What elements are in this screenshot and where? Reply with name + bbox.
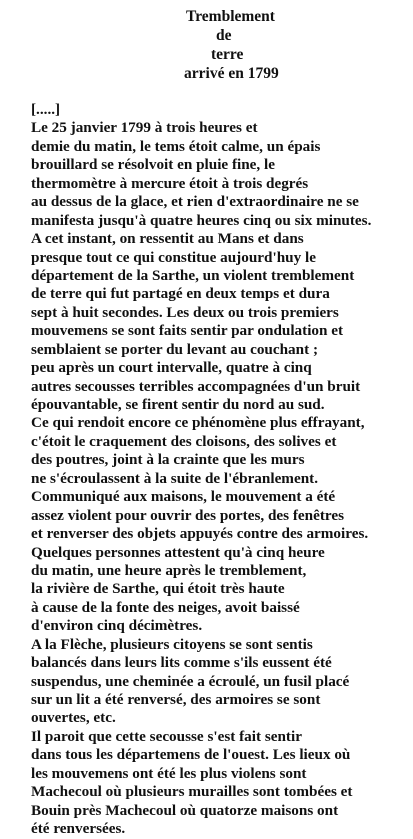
body-line: assez violent pour ouvrir des portes, des fenêtres xyxy=(31,506,345,524)
body-line: les mouvemens ont été les plus violens sont xyxy=(31,764,307,782)
body-line: Quelques personnes attestent qu'à cinq heure xyxy=(31,543,325,561)
body-line: thermomètre à mercure étoit à trois degrés xyxy=(31,174,309,192)
body-line: sur un lit a été renversé, des armoires se sont xyxy=(31,691,321,708)
body-line: c'étoit le craquement des cloisons, des solives et xyxy=(31,432,337,450)
body-line: balancés dans leurs lits comme s'ils eussent été xyxy=(31,654,332,672)
body-line: mouvemens se sont faits sentir par ondulation et xyxy=(31,322,344,340)
body-line: Il paroit que cette secousse s'est fait sentir xyxy=(31,727,302,745)
body-line: de terre qui fut partagé en deux temps et dura xyxy=(31,285,330,303)
body-line: Ce qui rendoit encore ce phénomène plus effrayant, xyxy=(31,414,365,432)
body-line: des poutres, joint à la crainte que les murs xyxy=(31,451,305,469)
title-line-2: de xyxy=(216,27,232,44)
body-line: presque tout ce qui constitue aujourd'huy le xyxy=(31,248,316,266)
body-line: département de la Sarthe, un violent tremblement xyxy=(31,266,355,284)
body-line: été renversées. xyxy=(31,820,126,838)
document-body xyxy=(31,101,413,839)
body-line: sept à huit secondes. Les deux ou trois premiers xyxy=(31,303,339,321)
body-line: dans tous les départemens de l'ouest. Les lieux où xyxy=(31,746,351,764)
body-line: d'environ cinq décimètres. xyxy=(31,617,203,635)
body-line: épouvantable, se firent sentir du nord au sud. xyxy=(31,396,325,413)
body-line: et renverser des objets appuyés contre des armoires. xyxy=(31,525,369,543)
title-line-1: Tremblement xyxy=(186,8,275,25)
body-line: peu après un court intervalle, quatre à cinq xyxy=(31,359,312,377)
body-line: [.....] xyxy=(31,101,61,118)
body-line: ne s'écroulassent à la suite de l'ébranlement. xyxy=(31,469,318,487)
body-line: autres secousses terribles accompagnées d'un bruit xyxy=(31,377,361,395)
body-line: Bouin près Machecoul où quatorze maisons ont xyxy=(31,801,339,819)
title-line-3: terre xyxy=(211,46,244,63)
title-line-4: arrivé en 1799 xyxy=(184,65,279,82)
body-line: demie du matin, le tems étoit calme, un épais xyxy=(31,137,321,155)
body-line: Machecoul où plusieurs murailles sont tombées et xyxy=(31,783,353,801)
body-line: semblaient se porter du levant au couchant ; xyxy=(31,340,319,358)
body-line: à cause de la fonte des neiges, avoit baissé xyxy=(31,598,300,616)
body-line: A cet instant, on ressentit au Mans et dans xyxy=(31,230,304,248)
body-line: Le 25 janvier 1799 à trois heures et xyxy=(31,119,258,137)
body-line: brouillard se résolvoit en pluie fine, le xyxy=(31,156,275,174)
body-line: Communiqué aux maisons, le mouvement a été xyxy=(31,488,336,506)
body-line: ouvertes, etc. xyxy=(31,709,116,727)
body-line: suspendus, une cheminée a écroulé, un fusil placé xyxy=(31,672,350,690)
body-line: A la Flèche, plusieurs citoyens se sont sentis xyxy=(31,635,313,653)
body-line: du matin, une heure après le tremblement, xyxy=(31,561,307,579)
body-line: manifesta jusqu'à quatre heures cinq ou six minutes. xyxy=(31,211,372,229)
body-line: au dessus de la glace, et rien d'extraordinaire ne se xyxy=(31,193,359,211)
body-line: la rivière de Sarthe, qui étoit très haute xyxy=(31,580,285,598)
